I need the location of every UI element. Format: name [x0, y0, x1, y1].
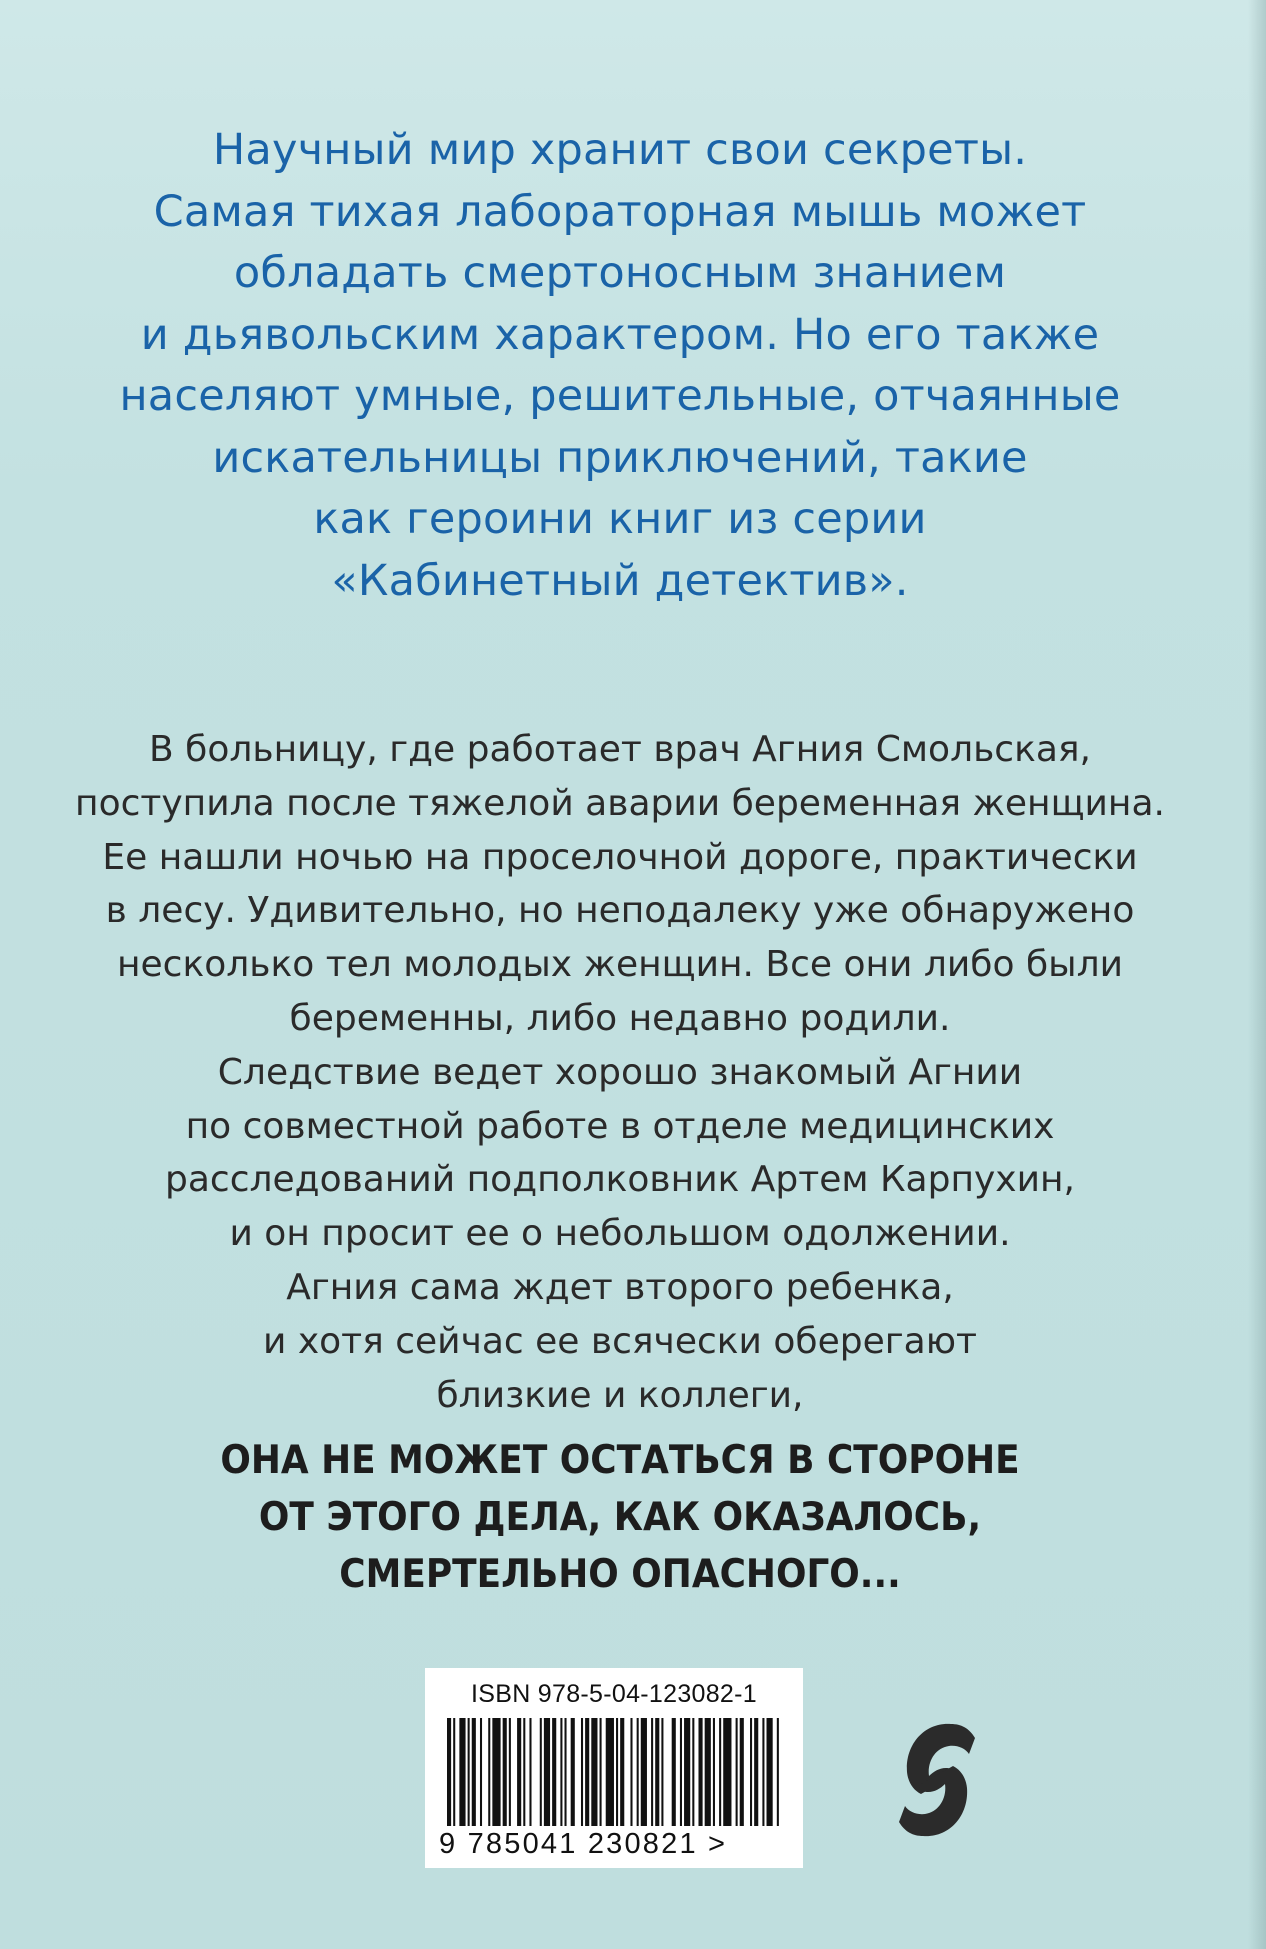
synopsis-line: расследований подполковник Артем Карпухин,	[165, 1159, 1075, 1201]
synopsis-line: несколько тел молодых женщин. Все они либо были	[117, 944, 1123, 986]
synopsis-line: в лесу. Удивительно, но неподалеку уже обнаружено	[105, 890, 1135, 932]
tagline	[197, 1432, 1043, 1603]
synopsis-line: В больницу, где работает врач Агния Смольская,	[148, 729, 1091, 770]
synopsis-line: Агния сама ждет второго ребенка,	[286, 1266, 954, 1308]
tagline-line: СМЕРТЕЛЬНО ОПАСНОГО...	[339, 1552, 901, 1597]
book-synopsis	[60, 723, 1180, 1422]
ean-digits: 9 785041 230821 >	[439, 1828, 728, 1860]
synopsis-line: Следствие ведет хорошо знакомый Агнии	[217, 1051, 1023, 1093]
synopsis-line: по совместной работе в отделе медицинских	[185, 1105, 1055, 1147]
synopsis-line: поступила после тяжелой аварии беременная женщина.	[75, 782, 1165, 824]
series-blurb	[100, 120, 1140, 612]
tagline-line: ОТ ЭТОГО ДЕЛА, КАК ОКАЗАЛОСЬ,	[258, 1495, 982, 1540]
isbn-label: ISBN 978-5-04-123082-1	[471, 1680, 757, 1708]
synopsis-line: и он просит ее о небольшом одолжении.	[229, 1213, 1011, 1255]
synopsis-line: и хотя сейчас ее всячески оберегают	[263, 1320, 977, 1362]
barcode-bars	[447, 1718, 783, 1826]
blurb-line: как героини книг из серии	[313, 494, 927, 544]
blurb-line: обладать смертоносным знанием	[233, 248, 1007, 298]
isbn-barcode	[425, 1668, 803, 1868]
blurb-line: искательницы приключений, такие	[212, 432, 1028, 483]
blurb-line: «Кабинетный детектив».	[331, 555, 909, 606]
synopsis-line: близкие и коллеги,	[436, 1374, 804, 1416]
blurb-line: Самая тихая лабораторная мышь может	[153, 186, 1087, 237]
blurb-line: населяют умные, решительные, отчаянные	[119, 371, 1121, 421]
synopsis-line: беременны, либо недавно родили.	[289, 997, 951, 1039]
synopsis-line: Ее нашли ночью на проселочной дороге, практически	[102, 836, 1138, 878]
blurb-line: и дьявольским характером. Но его также	[140, 309, 1100, 360]
eksmo-logo-icon	[895, 1718, 979, 1842]
tagline-line: ОНА НЕ МОЖЕТ ОСТАТЬСЯ В СТОРОНЕ	[220, 1438, 1020, 1483]
cover-edge-shadow	[1248, 0, 1266, 1949]
blurb-line: Научный мир хранит свои секреты.	[212, 125, 1028, 175]
